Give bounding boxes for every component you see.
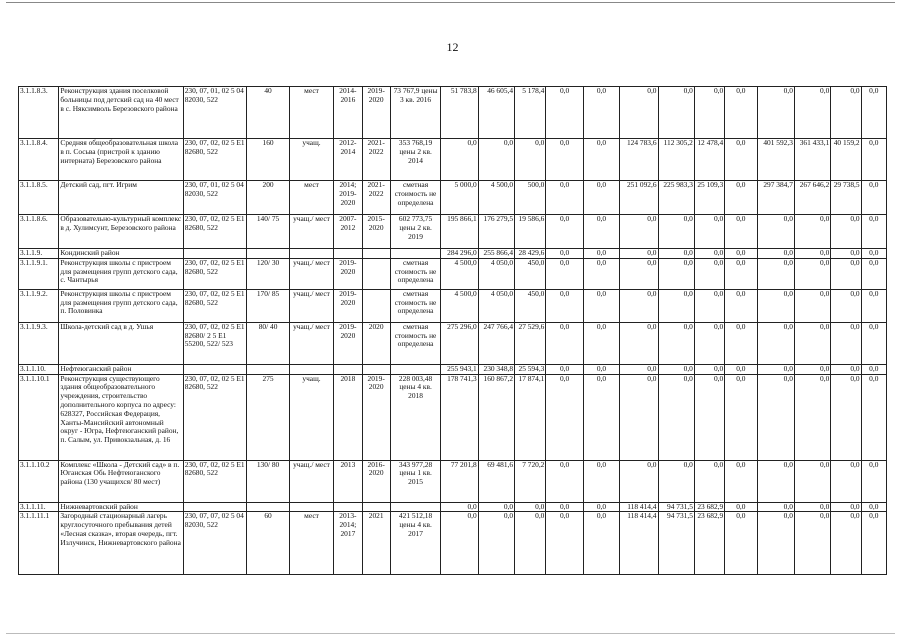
table-cell: 255 943,1: [441, 364, 478, 374]
table-cell: 170/ 85: [247, 289, 289, 322]
table-cell: 80/ 40: [247, 322, 289, 364]
table-cell: 0,0: [620, 364, 658, 374]
table-cell: 0,0: [583, 181, 619, 215]
table-cell: 230, 07, 02, 02 5 E1 82680, 522: [183, 289, 247, 322]
table-cell: 0,0: [583, 364, 619, 374]
table-cell: 0,0: [546, 374, 583, 460]
table-cell: 120/ 30: [247, 258, 289, 289]
table-cell: 0,0: [583, 512, 619, 575]
scan-top-edge: [6, 2, 895, 3]
table-cell: 0,0: [725, 215, 757, 249]
table-cell: Образовательно-культурный комплекс в д. Хулимсунт, Березовского района: [59, 215, 183, 249]
table-cell: 0,0: [658, 460, 694, 502]
table-cell: 0,0: [831, 289, 861, 322]
table-cell: 3.1.1.10.2: [19, 460, 59, 502]
table-cell: 230, 07, 02, 02 5 E1 82680, 522: [183, 460, 247, 502]
table-cell: учащ./ мест: [289, 322, 333, 364]
table-cell: 69 481,6: [478, 460, 514, 502]
table-cell: 2018: [334, 374, 362, 460]
table-cell: 0,0: [725, 289, 757, 322]
table-cell: 230, 07, 02, 02 5 E1 82680/ 2 5 E1 55200, 522/ 523: [183, 322, 247, 364]
table-cell: мест: [289, 181, 333, 215]
table-cell: 0,0: [757, 87, 794, 139]
table-cell: 0,0: [620, 289, 658, 322]
table-cell: Реконструкция школы с пристроем для размещения групп детского сада, с. Чантырья: [59, 258, 183, 289]
table-cell: 228 003,48 цены 4 кв. 2018: [390, 374, 441, 460]
table-cell: 0,0: [831, 322, 861, 364]
table-cell: [390, 249, 441, 259]
table-cell: 2019-2020: [362, 374, 390, 460]
table-cell: 0,0: [861, 215, 886, 249]
table-cell: 0,0: [658, 215, 694, 249]
table-cell: 267 646,2: [794, 181, 830, 215]
table-cell: 0,0: [861, 374, 886, 460]
table-cell: 17 874,1: [515, 374, 546, 460]
table-row: [19, 502, 887, 512]
table-cell: [183, 502, 247, 512]
table-cell: [289, 364, 333, 374]
table-row: [19, 249, 887, 259]
table-cell: 0,0: [757, 502, 794, 512]
table-cell: 0,0: [861, 258, 886, 289]
table-cell: 230, 07, 02, 02 5 E1 82680, 522: [183, 215, 247, 249]
table-cell: 0,0: [546, 512, 583, 575]
table-cell: 40: [247, 87, 289, 139]
table-cell: [334, 249, 362, 259]
table-cell: 3.1.1.9.1.: [19, 258, 59, 289]
table-cell: 251 092,6: [620, 181, 658, 215]
table-cell: 0,0: [725, 502, 757, 512]
table-cell: [183, 364, 247, 374]
table-cell: сметная стоимость не определена: [390, 289, 441, 322]
table-cell: 23 682,9: [694, 502, 724, 512]
table-cell: 2007-2012: [334, 215, 362, 249]
table-cell: 94 731,5: [658, 512, 694, 575]
table-cell: 0,0: [757, 364, 794, 374]
table-cell: 2012-2014: [334, 139, 362, 181]
table-cell: Школа-детский сад в д. Ушья: [59, 322, 183, 364]
table-cell: мест: [289, 87, 333, 139]
table-cell: 2019-2020: [362, 87, 390, 139]
table-cell: 0,0: [583, 87, 619, 139]
table-cell: [183, 249, 247, 259]
table-cell: 0,0: [658, 87, 694, 139]
table-cell: [362, 249, 390, 259]
table-cell: [247, 249, 289, 259]
table-row: [19, 181, 887, 215]
table-cell: учащ./ мест: [289, 215, 333, 249]
table-cell: 0,0: [546, 364, 583, 374]
table-cell: [334, 502, 362, 512]
table-cell: 0,0: [861, 87, 886, 139]
table-cell: 2019-2020: [334, 258, 362, 289]
table-cell: 0,0: [794, 258, 830, 289]
table-cell: 0,0: [794, 249, 830, 259]
table-cell: 225 983,3: [658, 181, 694, 215]
table-cell: 0,0: [583, 460, 619, 502]
table-cell: 0,0: [441, 502, 478, 512]
table-cell: 4 050,0: [478, 289, 514, 322]
table-cell: 0,0: [757, 374, 794, 460]
table-cell: 0,0: [583, 374, 619, 460]
table-cell: учащ./ мест: [289, 289, 333, 322]
table-cell: 2021: [362, 512, 390, 575]
table-cell: 0,0: [620, 322, 658, 364]
table-cell: [289, 249, 333, 259]
table-cell: 0,0: [658, 289, 694, 322]
table-cell: 3.1.1.8.5.: [19, 181, 59, 215]
table-cell: Нефтеюганский район: [59, 364, 183, 374]
table-cell: [362, 258, 390, 289]
table-cell: 0,0: [757, 258, 794, 289]
table-cell: 0,0: [794, 87, 830, 139]
table-cell: 0,0: [725, 364, 757, 374]
table-cell: 0,0: [831, 374, 861, 460]
table-cell: 0,0: [757, 215, 794, 249]
table-cell: [390, 364, 441, 374]
table-cell: 118 414,4: [620, 512, 658, 575]
table-cell: 0,0: [725, 374, 757, 460]
table-cell: 2021-2022: [362, 139, 390, 181]
table-cell: 0,0: [757, 289, 794, 322]
table-cell: 0,0: [831, 258, 861, 289]
table-cell: 3.1.1.11.1: [19, 512, 59, 575]
table-cell: 3.1.1.8.3.: [19, 87, 59, 139]
table-cell: учащ./ мест: [289, 258, 333, 289]
table-cell: 0,0: [620, 215, 658, 249]
table-cell: 25 594,3: [515, 364, 546, 374]
table-cell: 0,0: [583, 322, 619, 364]
table-cell: 0,0: [658, 249, 694, 259]
table-row: [19, 322, 887, 364]
table-row: [19, 139, 887, 181]
table-cell: [362, 502, 390, 512]
table-cell: Нижневартовский район: [59, 502, 183, 512]
table-cell: 94 731,5: [658, 502, 694, 512]
table-cell: 3.1.1.10.1: [19, 374, 59, 460]
table-cell: сметная стоимость не определена: [390, 181, 441, 215]
table-cell: 176 279,5: [478, 215, 514, 249]
table-row: [19, 258, 887, 289]
table-cell: 0,0: [757, 512, 794, 575]
table-cell: Средняя общеобразовательная школа в п. Сосьва (пристрой к зданию интерната) Березовского района: [59, 139, 183, 181]
table-cell: 0,0: [861, 322, 886, 364]
table-row: [19, 215, 887, 249]
table-cell: 0,0: [861, 512, 886, 575]
table-cell: 0,0: [694, 364, 724, 374]
table-row: [19, 87, 887, 139]
table-cell: Загородный стационарный лагерь круглосуточного пребывания детей «Лесная сказка», вторая очередь, пгт. Излучинск, Нижневартовского района: [59, 512, 183, 575]
table-cell: 73 767,9 цены 3 кв. 2016: [390, 87, 441, 139]
table-cell: 2014-2016: [334, 87, 362, 139]
table-cell: 0,0: [583, 249, 619, 259]
table-cell: 2019-2020: [334, 322, 362, 364]
table-cell: 0,0: [794, 215, 830, 249]
table-cell: Кондинский район: [59, 249, 183, 259]
table-cell: 0,0: [794, 289, 830, 322]
table-cell: 0,0: [794, 322, 830, 364]
table-cell: 23 682,9: [694, 512, 724, 575]
table-cell: 4 050,0: [478, 258, 514, 289]
table-cell: 0,0: [861, 460, 886, 502]
table-cell: 0,0: [658, 364, 694, 374]
table-cell: 0,0: [658, 258, 694, 289]
table-cell: 3.1.1.9.2.: [19, 289, 59, 322]
table-cell: 0,0: [794, 374, 830, 460]
table-cell: [362, 364, 390, 374]
table-cell: 0,0: [546, 215, 583, 249]
table-cell: 77 201,8: [441, 460, 478, 502]
table-cell: 0,0: [694, 87, 724, 139]
table-cell: 178 741,3: [441, 374, 478, 460]
table-cell: 60: [247, 512, 289, 575]
table-cell: 230, 07, 02, 02 5 E1 82680, 522: [183, 139, 247, 181]
scan-bottom-edge: [6, 633, 895, 634]
table-cell: 0,0: [794, 364, 830, 374]
table-cell: 124 783,6: [620, 139, 658, 181]
table-row: [19, 289, 887, 322]
table-cell: 25 109,3: [694, 181, 724, 215]
table-cell: 0,0: [725, 181, 757, 215]
table-cell: 0,0: [757, 460, 794, 502]
table-cell: 0,0: [725, 249, 757, 259]
table-cell: 2013-2014; 2017: [334, 512, 362, 575]
table-cell: 0,0: [694, 322, 724, 364]
table-cell: 0,0: [546, 322, 583, 364]
table-cell: учащ.: [289, 374, 333, 460]
table-cell: 0,0: [583, 139, 619, 181]
table-cell: мест: [289, 512, 333, 575]
table-cell: 0,0: [515, 139, 546, 181]
table-cell: 0,0: [546, 181, 583, 215]
table-cell: 0,0: [546, 139, 583, 181]
table-cell: 0,0: [583, 502, 619, 512]
table-cell: 0,0: [794, 502, 830, 512]
table-cell: 353 768,19 цены 2 кв. 2014: [390, 139, 441, 181]
table-cell: 247 766,4: [478, 322, 514, 364]
table-cell: 0,0: [546, 289, 583, 322]
table-cell: 0,0: [831, 87, 861, 139]
table-cell: [289, 502, 333, 512]
table-cell: учащ./ мест: [289, 460, 333, 502]
table-cell: 200: [247, 181, 289, 215]
table-cell: 112 305,2: [658, 139, 694, 181]
table-cell: 2020: [362, 322, 390, 364]
table-cell: [390, 502, 441, 512]
table-cell: учащ.: [289, 139, 333, 181]
table-cell: 0,0: [478, 502, 514, 512]
table-cell: 602 773,75 цены 2 кв. 2019: [390, 215, 441, 249]
table-cell: Комплекс «Школа - Детский сад» в п. Юганская Обь Нефтеюганского района (130 учащихся/ 80 мест): [59, 460, 183, 502]
table-cell: 450,0: [515, 258, 546, 289]
table-cell: 450,0: [515, 289, 546, 322]
table-cell: 2014; 2019-2020: [334, 181, 362, 215]
table-cell: 500,0: [515, 181, 546, 215]
table-cell: 0,0: [861, 289, 886, 322]
table-cell: 284 296,0: [441, 249, 478, 259]
table-cell: 0,0: [861, 181, 886, 215]
table-cell: 0,0: [861, 139, 886, 181]
table-cell: 2013: [334, 460, 362, 502]
table-cell: 0,0: [694, 215, 724, 249]
table-cell: 0,0: [757, 322, 794, 364]
table-cell: 0,0: [620, 460, 658, 502]
table-cell: 160: [247, 139, 289, 181]
table-cell: 0,0: [546, 502, 583, 512]
table-cell: 0,0: [757, 249, 794, 259]
table-cell: 130/ 80: [247, 460, 289, 502]
table-cell: 0,0: [794, 460, 830, 502]
table-cell: 0,0: [831, 249, 861, 259]
table-row: [19, 512, 887, 575]
table-cell: 5 178,4: [515, 87, 546, 139]
table-cell: 0,0: [546, 87, 583, 139]
table-cell: 0,0: [658, 374, 694, 460]
table-cell: 46 605,4: [478, 87, 514, 139]
table-cell: [247, 364, 289, 374]
table-cell: 0,0: [441, 512, 478, 575]
table-cell: 0,0: [831, 215, 861, 249]
table-cell: 4 500,0: [441, 289, 478, 322]
table-cell: 0,0: [831, 502, 861, 512]
table-cell: 0,0: [478, 512, 514, 575]
table-cell: 297 384,7: [757, 181, 794, 215]
table-cell: 0,0: [620, 249, 658, 259]
table-cell: 0,0: [478, 139, 514, 181]
table-cell: 7 720,2: [515, 460, 546, 502]
investment-table: [18, 86, 887, 575]
table-cell: [362, 289, 390, 322]
table-cell: 0,0: [583, 289, 619, 322]
table-cell: 3.1.1.9.: [19, 249, 59, 259]
table-cell: 0,0: [725, 512, 757, 575]
table-cell: 0,0: [694, 374, 724, 460]
table-cell: 4 500,0: [478, 181, 514, 215]
table-cell: 28 429,6: [515, 249, 546, 259]
table-cell: 3.1.1.8.6.: [19, 215, 59, 249]
table-row: [19, 364, 887, 374]
table-cell: 2016-2020: [362, 460, 390, 502]
table-cell: 0,0: [515, 502, 546, 512]
table-cell: сметная стоимость не определена: [390, 258, 441, 289]
table-cell: 0,0: [441, 139, 478, 181]
table-cell: 5 000,0: [441, 181, 478, 215]
table-cell: 118 414,4: [620, 502, 658, 512]
table-cell: 0,0: [620, 258, 658, 289]
table-cell: 0,0: [620, 374, 658, 460]
table-cell: 230, 07, 01, 02 5 04 82030, 522: [183, 181, 247, 215]
table-cell: 275: [247, 374, 289, 460]
table-cell: 0,0: [794, 512, 830, 575]
table-cell: Детский сад, пгт. Игрим: [59, 181, 183, 215]
page-number: 12: [446, 40, 459, 54]
table-cell: 0,0: [831, 460, 861, 502]
table-cell: 343 977,28 цены 1 кв. 2015: [390, 460, 441, 502]
table-cell: 230, 07, 02, 02 5 E1 82680, 522: [183, 258, 247, 289]
table-cell: 0,0: [725, 139, 757, 181]
table-cell: 0,0: [861, 502, 886, 512]
table-cell: 255 866,4: [478, 249, 514, 259]
table-cell: 19 586,6: [515, 215, 546, 249]
table-cell: 2021-2022: [362, 181, 390, 215]
table-cell: 0,0: [546, 258, 583, 289]
table-cell: 0,0: [861, 364, 886, 374]
table-cell: 0,0: [725, 460, 757, 502]
table-cell: 160 867,2: [478, 374, 514, 460]
table-cell: 51 783,8: [441, 87, 478, 139]
table-cell: 230, 07, 02, 02 5 E1 82680, 522: [183, 374, 247, 460]
table-cell: 0,0: [694, 249, 724, 259]
table-cell: 3.1.1.9.3.: [19, 322, 59, 364]
table-cell: 0,0: [725, 87, 757, 139]
table-cell: 275 296,0: [441, 322, 478, 364]
table-cell: 230, 07, 07, 02 5 04 82030, 522: [183, 512, 247, 575]
table-cell: Реконструкция здания поселковой больницы под детский сад на 40 мест в с. Няксимволь Березовского района: [59, 87, 183, 139]
table-cell: 230, 07, 01, 02 5 04 82030, 522: [183, 87, 247, 139]
table-cell: 3.1.1.11.: [19, 502, 59, 512]
table-cell: 3.1.1.8.4.: [19, 139, 59, 181]
table-cell: 0,0: [515, 512, 546, 575]
table-cell: 27 529,6: [515, 322, 546, 364]
table-row: [19, 460, 887, 502]
table-cell: 421 512,18 цены 4 кв. 2017: [390, 512, 441, 575]
table-row: [19, 374, 887, 460]
table-cell: 0,0: [546, 460, 583, 502]
table-cell: 140/ 75: [247, 215, 289, 249]
table-cell: Реконструкция школы с пристроем для размещения групп детского сада, п. Половинка: [59, 289, 183, 322]
table-cell: 0,0: [694, 460, 724, 502]
table-cell: 195 866,1: [441, 215, 478, 249]
table-cell: 2015-2020: [362, 215, 390, 249]
table-cell: 230 348,8: [478, 364, 514, 374]
table-cell: 401 592,3: [757, 139, 794, 181]
table-cell: 0,0: [694, 289, 724, 322]
table-cell: [334, 364, 362, 374]
table-cell: [247, 502, 289, 512]
table-cell: 2019-2020: [334, 289, 362, 322]
table-cell: 0,0: [583, 258, 619, 289]
table-cell: 0,0: [658, 322, 694, 364]
table-cell: 0,0: [831, 364, 861, 374]
table-cell: 4 500,0: [441, 258, 478, 289]
table-cell: 0,0: [725, 322, 757, 364]
table-cell: сметная стоимость не определена: [390, 322, 441, 364]
table-cell: 361 433,1: [794, 139, 830, 181]
table-cell: 0,0: [694, 258, 724, 289]
table-cell: 12 478,4: [694, 139, 724, 181]
table-cell: 0,0: [546, 249, 583, 259]
table-cell: 29 738,5: [831, 181, 861, 215]
table-cell: 3.1.1.10.: [19, 364, 59, 374]
table-body: [19, 87, 887, 575]
table-cell: 0,0: [725, 258, 757, 289]
table-cell: 0,0: [831, 512, 861, 575]
table-cell: Реконструкция существующего здания общеобразовательного учреждения, строительство дополнительного корпуса по адресу: 628327, Российская Федерация, Ханты-Мансийский автономный округ - Югра, Нефтеюганский район, п. Салым, ул. Привокзальная, д. 16: [59, 374, 183, 460]
table-cell: 40 159,2: [831, 139, 861, 181]
table-cell: 0,0: [620, 87, 658, 139]
table-cell: 0,0: [861, 249, 886, 259]
table-cell: 0,0: [583, 215, 619, 249]
